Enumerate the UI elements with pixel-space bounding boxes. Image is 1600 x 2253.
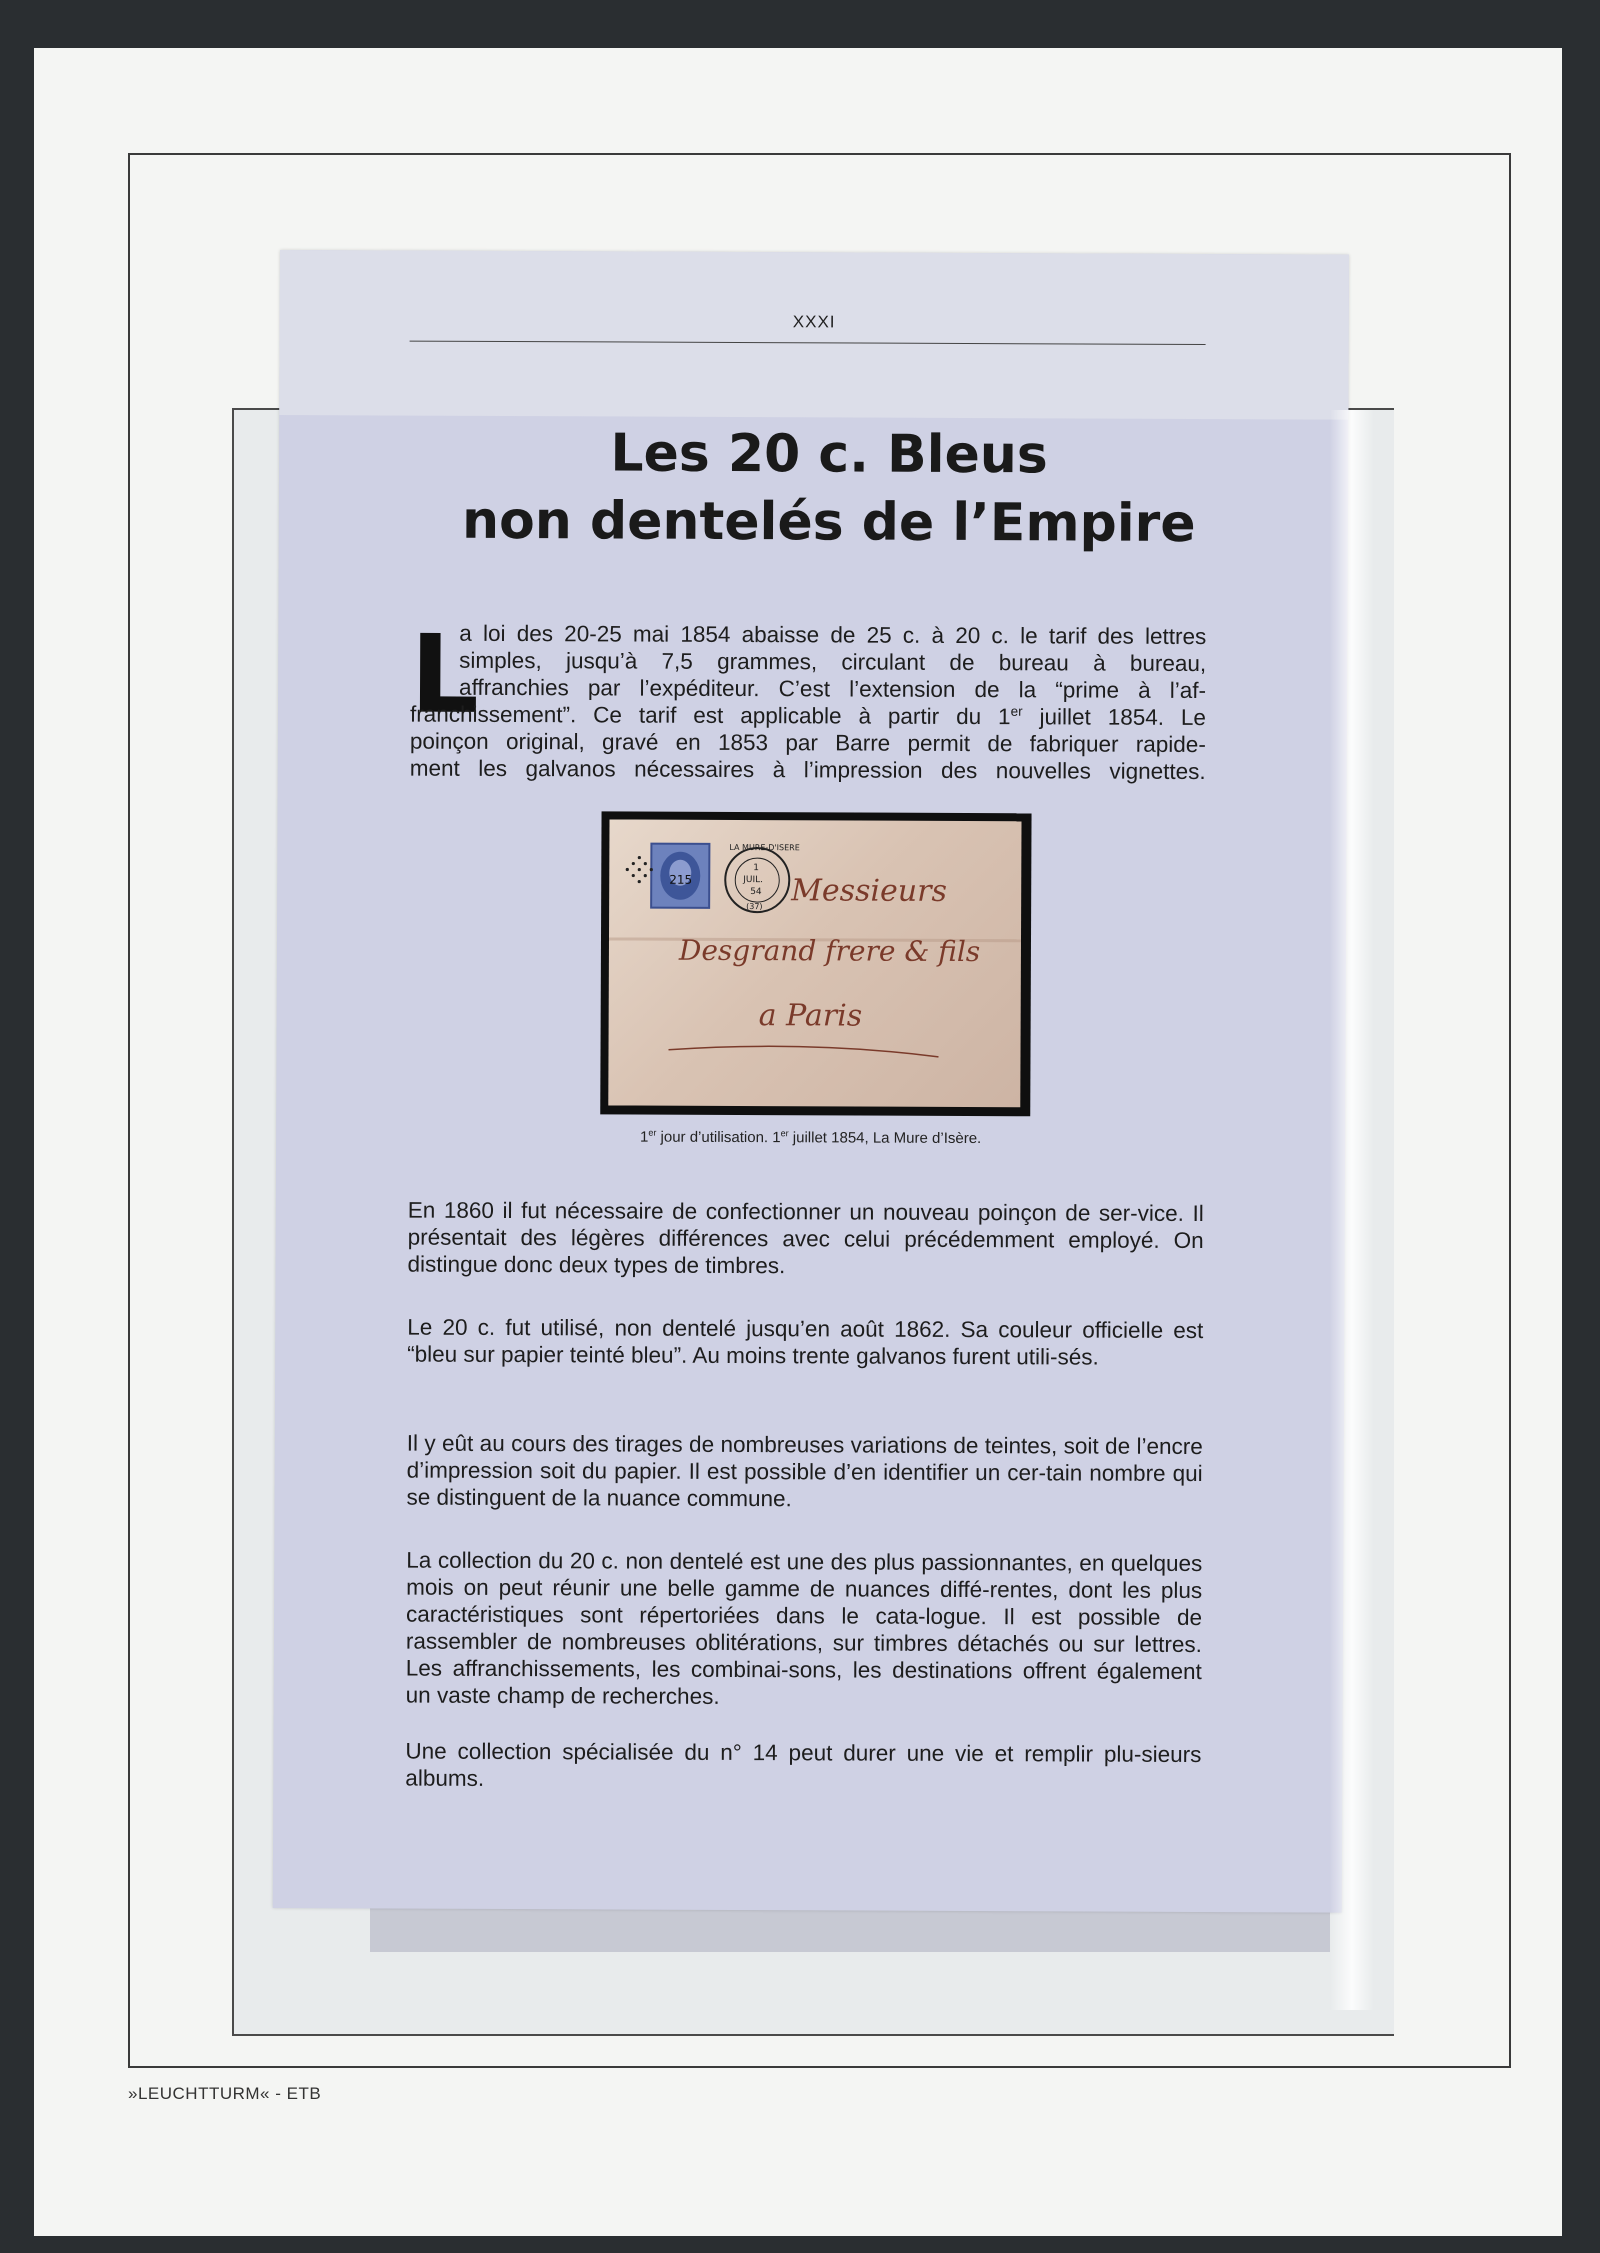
figure-caption (276, 1127, 1345, 1149)
superscript: er (1010, 703, 1023, 719)
superscript: er (648, 1127, 657, 1138)
postmark-day: 1 (753, 863, 760, 874)
sheet-top-band (279, 250, 1349, 420)
postmark-town: LA MURE-D'ISERE (729, 842, 800, 853)
cover-illustration (608, 819, 1021, 1107)
postmark-dept: (37) (746, 902, 763, 912)
body-paragraph: Une collection spécialisée du n° 14 peut durer une vie et remplir plu-sieurs albums. (405, 1738, 1202, 1791)
ink-flourish (668, 1046, 938, 1057)
title-line-2: non dentelés de l’Empire (461, 490, 1196, 554)
address-line-2: Desgrand frere & fils (678, 933, 981, 969)
page-title (329, 418, 1330, 558)
body-paragraph: Il y eût au cours des tirages de nombreuses variations de teintes, soit de l’encre d’impression soit du papier. Il est possible d’en identifier un cer-tain nombre qui se distinguent de la nuance commune. (406, 1430, 1203, 1512)
caption-text: 1 (639, 1128, 649, 1146)
intro-text: franchissement”. Ce tarif est applicable à partir du 1 (409, 701, 1011, 730)
lozenge-cancel (626, 856, 653, 883)
intro-line: ment les galvanos nécessaires à l’impression des nouvelles vignettes. (409, 755, 1206, 785)
body-paragraph: Le 20 c. fut utilisé, non dentelé jusqu’en août 1862. Sa couleur officielle est “bleu sur papier teinté bleu”. Au moins trente galvanos furent utili-sés. (407, 1314, 1204, 1370)
cover-photo-frame (600, 811, 1031, 1116)
drop-cap: L (409, 612, 480, 738)
address-line-3: a Paris (758, 998, 863, 1034)
cover-letter-image (608, 819, 1021, 1107)
address-line-1: Messieurs (791, 873, 947, 909)
stamp-number: 215 (669, 872, 693, 887)
body-paragraph: En 1860 il fut nécessaire de confectionner un nouveau poinçon de ser-vice. Il présentait des légères différences avec celui précédemment employé. On distingue donc deux types de timbres. (407, 1197, 1204, 1279)
intro-line: affranchies par l’expéditeur. C’est l’extension de la “prime à l’af- (459, 674, 1207, 704)
intro-text: juillet 1854. Le (1022, 704, 1207, 731)
catalogue-page (273, 250, 1349, 1913)
superscript: er (780, 1128, 789, 1139)
caption-text: jour d’utilisation. 1 (656, 1128, 781, 1147)
title-line-1: Les 20 c. Bleus (610, 423, 1048, 486)
caption-text: juillet 1854, La Mure d’Isère. (788, 1129, 982, 1148)
sleeve-reflection (1330, 410, 1374, 2010)
album-brand-label: »LEUCHTTURM« - ETB (128, 2084, 322, 2103)
postmark-month: JUIL. (743, 875, 764, 886)
intro-line: a loi des 20-25 mai 1854 abaisse de 25 c. à 20 c. le tarif des lettres (459, 620, 1207, 650)
intro-line: poinçon original, gravé en 1853 par Barre permit de fabriquer rapide- (409, 728, 1206, 758)
intro-line (410, 702, 1206, 732)
page-folio: XXXI (792, 312, 836, 332)
intro-line: simples, jusqu’à 7,5 grammes, circulant de bureau à bureau, (459, 647, 1207, 677)
body-paragraph: La collection du 20 c. non dentelé est une des plus passionnantes, en quelques mois on peut réunir une belle gamme de nuances diffé-rentes, dont les plus caractéristiques sont répertoriées dans le cata-logue. Il est possible de rassembler de nombreuses oblitérations, sur timbres détachés ou sur lettres. Les affranchissements, les combinai-sons, les destinations offrent également un vaste champ de recherches. (405, 1547, 1203, 1709)
postmark-year: 54 (750, 887, 762, 898)
